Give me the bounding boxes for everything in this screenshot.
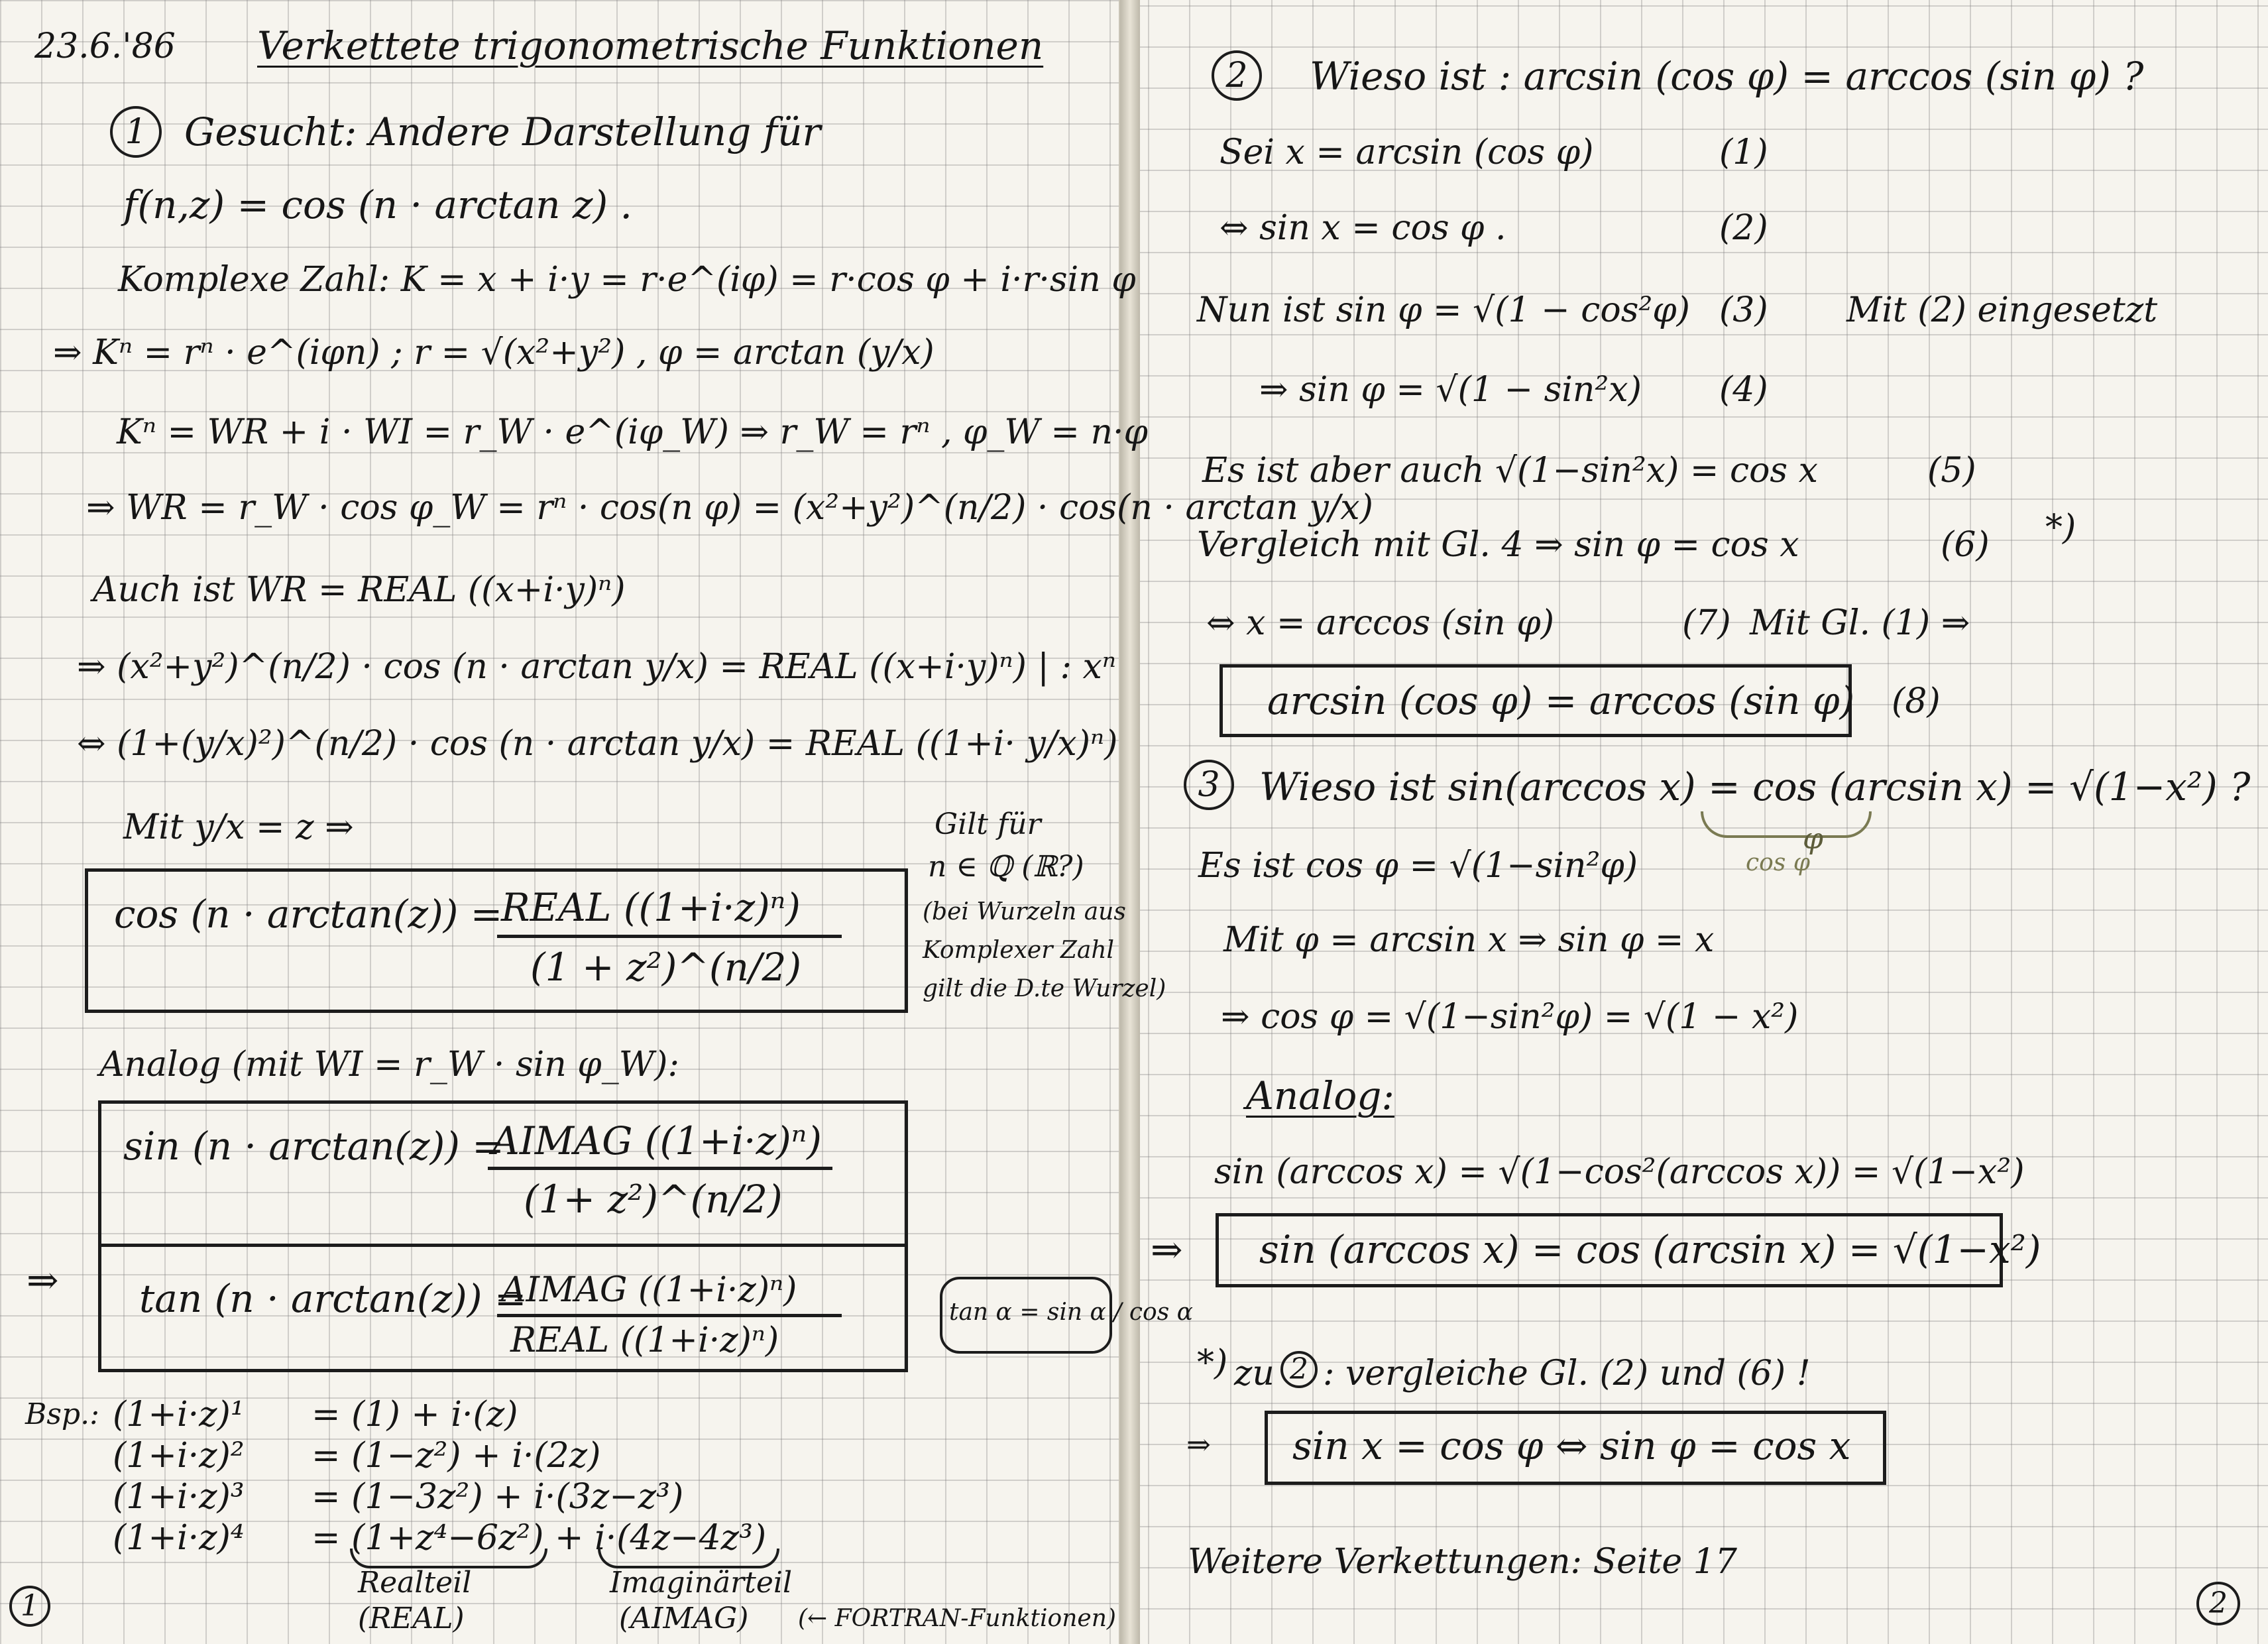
derivation-line-2: ⇔ (1+(y/x)²)^(n/2) · cos (n · arctan y/x) = REAL ((1+i· y/x)ⁿ) [77,724,1118,764]
box5-equation: sin (arccos x) = cos (arcsin x) = √(1−x²) [1259,1227,2041,1272]
section-number-3: 3 [1184,760,1234,810]
eq-line-5: Es ist aber auch √(1−sin²x) = cos x [1202,451,1818,491]
wr-wi-line: Kⁿ = WR + i · WI = r_W · e^(iφ_W) ⇒ r_W = rⁿ , φ_W = n·φ [117,412,1148,452]
validity-note-5: gilt die D.te Wurzel) [923,975,1166,1002]
box3-fraction-bar [497,1314,842,1317]
eq-number-1: (1) [1719,133,1768,172]
page-number-1: 1 [9,1586,50,1627]
eq-number-2: (2) [1719,208,1768,248]
example-1-rhs: = (1) + i·(z) [312,1395,518,1435]
footnote-star: *) [1197,1343,1228,1383]
derivation-line-1: ⇒ (x²+y²)^(n/2) · cos (n · arctan y/x) = REAL ((x+i·y)ⁿ) | : xⁿ [77,647,1116,687]
box3-lhs: tan (n · arctan(z)) = [139,1276,527,1321]
box1-denominator: (1 + z²)^(n/2) [530,945,802,990]
implication-arrow-3: ⇒ [1186,1428,1211,1462]
validity-note-2: n ∈ ℚ (ℝ?) [928,850,1084,884]
real-function-label: (REAL) [358,1602,465,1635]
notebook-gutter [1120,0,1140,1644]
eq-line-1: Sei x = arcsin (cos φ) [1219,133,1594,172]
box1-lhs: cos (n · arctan(z)) = [114,892,503,937]
validity-note-3: (bei Wurzeln aus [923,898,1126,925]
validity-note-4: Komplexer Zahl [923,937,1115,964]
box4-equation: arcsin (cos φ) = arccos (sin φ) [1267,678,1855,723]
section3-heading: Wieso ist sin(arccos x) = cos (arcsin x) = √(1−x²) ? [1259,764,2251,809]
cos-phi-result-line: ⇒ cos φ = √(1−sin²φ) = √(1 − x²) [1221,997,1799,1037]
box1-numerator: REAL ((1+i·z)ⁿ) [501,885,801,930]
imaginaerteil-label: Imaginärteil [610,1566,793,1600]
function-definition: f(n,z) = cos (n · arctan z) . [123,182,632,227]
example-4-rhs: = (1+z⁴−6z²) + i·(4z−4z³) [312,1518,767,1558]
phi-brace [1701,811,1872,838]
section-number-1: 1 [110,106,162,158]
example-3-rhs: = (1−3z²) + i·(3z−z³) [312,1477,684,1517]
substitution-line: Mit y/x = z ⇒ [123,807,354,847]
box2-denominator: (1+ z²)^(n/2) [524,1177,783,1222]
sin-arccos-line: sin (arccos x) = √(1−cos²(arccos x)) = √(1−x²) [1214,1152,2025,1192]
eq-number-6: (6) [1941,525,1990,565]
further-reference: Weitere Verkettungen: Seite 17 [1188,1542,1737,1582]
box6-equation: sin x = cos φ ⇔ sin φ = cos x [1292,1423,1851,1468]
eq-number-3: (3) [1719,290,1768,330]
phi-annotation: φ [1803,822,1823,856]
box2-numerator: AIMAG ((1+i·z)ⁿ) [492,1118,822,1163]
box1-fraction-bar [497,935,842,938]
mit-phi-line: Mit φ = arcsin x ⇒ sin φ = x [1223,920,1715,960]
analog-label: Analog (mit WI = r_W · sin φ_W): [99,1045,679,1085]
tan-note: tan α = sin α / cos α [949,1299,1193,1326]
section-number-2: 2 [1212,50,1262,101]
validity-note-1: Gilt für [935,807,1041,841]
date: 23.6.'86 [34,27,176,66]
section1-heading: Gesucht: Andere Darstellung für [184,109,821,154]
eq-line-4: ⇒ sin φ = √(1 − sin²x) [1259,370,1642,410]
box2-fraction-bar [488,1167,832,1170]
example-2-lhs: (1+i·z)² [113,1436,245,1476]
eq-number-8: (8) [1892,681,1941,721]
wr-cos-line: ⇒ WR = r_W · cos φ_W = rⁿ · cos(n φ) = (x²+y²)^(n/2) · cos(n · arctan y/x) [86,488,1373,528]
page-title: Verkettete trigonometrische Funktionen [257,23,1044,68]
example-3-lhs: (1+i·z)³ [113,1477,245,1517]
box3-denominator: REAL ((1+i·z)ⁿ) [510,1321,779,1360]
eq-line-3: Nun ist sin φ = √(1 − cos²φ) [1197,290,1690,330]
complex-number-line: Komplexe Zahl: K = x + i·y = r·e^(iφ) = r·cos φ + i·r·sin φ [118,260,1136,300]
result-box-divider [101,1244,905,1247]
example-label: Bsp.: [25,1397,99,1431]
eq-line-7: ⇔ x = arccos (sin φ) [1206,603,1555,643]
auch-ist-line: Auch ist WR = REAL ((x+i·y)ⁿ) [93,570,626,610]
cos-phi-annotation: cos φ [1746,849,1810,876]
footnote-marker: *) [2045,508,2076,548]
substitution-note: Mit (2) eingesetzt [1846,290,2158,330]
page-number-2: 2 [2196,1582,2240,1625]
box3-numerator: AIMAG ((1+i·z)ⁿ) [501,1270,797,1310]
footnote-zu: zu [1234,1354,1275,1393]
footnote-text: : vergleiche Gl. (2) und (6) ! [1323,1354,1811,1393]
analog-label-2: Analog: [1246,1073,1394,1118]
eq-number-5: (5) [1927,451,1976,491]
eq-line-6: Vergleich mit Gl. 4 ⇒ sin φ = cos x [1197,525,1799,565]
eq-line-2: ⇔ sin x = cos φ . [1219,208,1506,248]
example-1-lhs: (1+i·z)¹ [113,1395,245,1435]
aimag-function-label: (AIMAG) [619,1602,749,1635]
es-ist-line: Es ist cos φ = √(1−sin²φ) [1198,846,1638,886]
realteil-label: Realteil [358,1566,472,1600]
substitution-note-2: Mit Gl. (1) ⇒ [1750,603,1970,643]
example-4-lhs: (1+i·z)⁴ [113,1518,245,1558]
eq-number-7: (7) [1682,603,1731,643]
example-2-rhs: = (1−z²) + i·(2z) [312,1436,601,1476]
implication-arrow: ⇒ [27,1258,59,1303]
box2-lhs: sin (n · arctan(z)) = [123,1124,504,1169]
fortran-note: (← FORTRAN-Funktionen) [798,1605,1116,1632]
footnote-section-ref: 2 [1280,1351,1318,1388]
section2-heading: Wieso ist : arcsin (cos φ) = arccos (sin φ) ? [1310,54,2144,99]
implication-arrow-2: ⇒ [1151,1227,1183,1272]
power-line: ⇒ Kⁿ = rⁿ · e^(iφn) ; r = √(x²+y²) , φ = arctan (y/x) [53,333,935,373]
eq-number-4: (4) [1719,370,1768,410]
